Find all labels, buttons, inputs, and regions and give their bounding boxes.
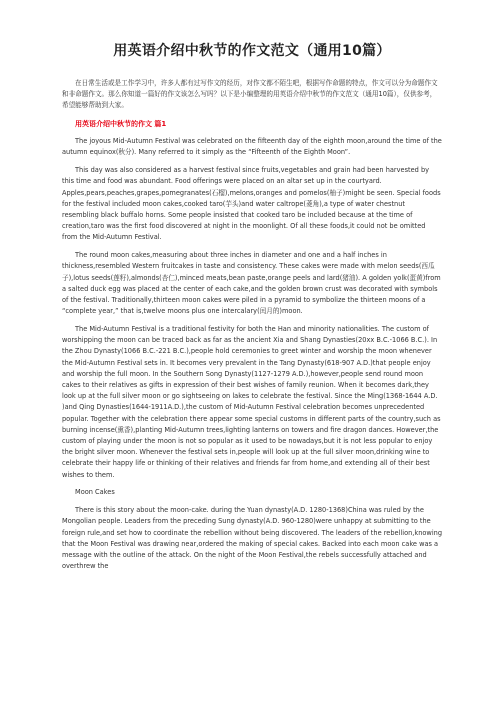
section-heading: 用英语介绍中秋节的作文 篇1 bbox=[75, 120, 167, 129]
page-title: 用英语介绍中秋节的作文范文（通用10篇） bbox=[113, 43, 391, 59]
body-paragraph-1: The joyous Mid-Autumn Festival was celebrated on the fifteenth day of the eighth moon,around the time of the autumn equinox(秋分). Many referred to it simply as the “Fifteenth of the Eighth Moon”. bbox=[62, 137, 442, 157]
body-paragraph-4: The Mid-Autumn Festival is a traditional festivity for both the Han and minority nationalities. The custom of worshipping the moon can be traced back as far as the ancient Xia and Shang Dynasties(20xx B.C.-1066 B.C.). In the Zhou Dynasty(1066 B.C.-221 B.C.),people hold ceremonies to greet winter and worship the moon whenever the Mid-Autumn Festival sets in. It becomes very prevalent in the Tang Dynasty(618-907 A.D.)that people enjoy and worship the full moon. In the Southern Song Dynasty(1127-1279 A.D.),however,people send round moon cakes to their relatives as gifts in expression of their best wishes of family reunion. When it becomes dark,they look up at the full silver moon or go sightseeing on lakes to celebrate the festival. Since the Ming(1368-1644 A.D. )and Qing Dynasties(1644-1911A.D.),the custom of Mid-Autumn Festival celebration becomes unprecedented popular. Together with the celebration there appear some special customs in different parts of the country,such as burning incense(熏香),planting Mid-Autumn trees,lighting lanterns on towers and fire dragon dances. However,the custom of playing under the moon is not so popular as it used to be nowadays,but it is not less popular to enjoy the bright silver moon. Whenever the festival sets in,people will look up at the full silver moon,drinking wine to celebrate their happy life or thinking of their relatives and friends far from home,and extending all of their best wishes to them. bbox=[62, 325, 441, 479]
body-paragraph-3: The round moon cakes,measuring about three inches in diameter and one and a half inches in thickness,resembled Western fruitcakes in taste and consistency. These cakes were made with melon seeds(西瓜子),lotus seeds(莲籽),almonds(杏仁),minced meats,bean paste,orange peels and lard(猪油). A golden yolk(蛋黄)from a salted duck egg was placed at the center of each cake,and the golden brown crust was decorated with symbols of the festival. Traditionally,thirteen moon cakes were piled in a pyramid to symbolize the thirteen moons of a “complete year,” that is,twelve moons plus one intercalary(闰月的)moon. bbox=[62, 251, 441, 316]
intro-paragraph: 在日常生活或是工作学习中，许多人都有过写作文的经历，对作文都不陌生吧，根据写作命题的特点，作文可以分为命题作文和非命题作文。那么你知道一篇好的作文该怎么写吗？以下是小编整理的用英语介绍中秋节的作文范文（通用10篇），仅供参考，希望能够帮助到大家。 bbox=[62, 79, 438, 110]
subheading-moon-cakes: Moon Cakes bbox=[75, 488, 115, 497]
body-paragraph-2: This day was also considered as a harvest festival since fruits,vegetables and grain had been harvested by this time and food was abundant. Food offerings were placed on an altar set up in the courtyard. Apples,pears,peaches,grapes,pomegranates(石榴),melons,oranges and pomelos(柚子)might be seen. Special foods for the festival included moon cakes,cooked taro(芋头)and water caltrope(菱角),a type of water chestnut resembling black buffalo horns. Some people insisted that cooked taro be included because at the time of creation,taro was the first food discovered at night in the moonlight. Of all these foods,it could not be omitted from the Mid-Autumn Festival. bbox=[62, 166, 441, 242]
body-paragraph-5: There is this story about the moon-cake. during the Yuan dynasty(A.D. 1280-1368)China was ruled by the Mongolian people. Leaders from the preceding Sung dynasty(A.D. 960-1280)were unhappy at submitting to the foreign rule,and set how to coordinate the rebellion without being discovered. The leaders of the rebellion,knowing that the Moon Festival was drawing near,ordered the making of special cakes. Backed into each moon cake was a message with the outline of the attack. On the night of the Moon Festival,the rebels successfully attached and overthrew the bbox=[62, 506, 443, 571]
